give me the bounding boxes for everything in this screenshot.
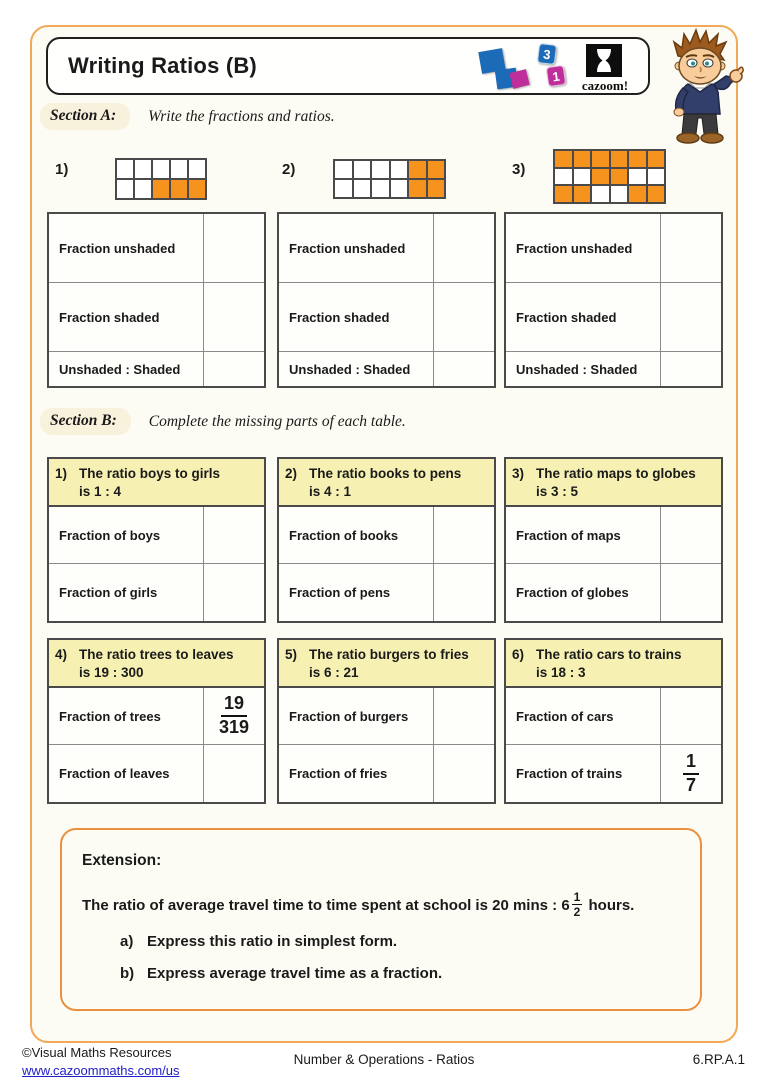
table-number: 3)	[512, 466, 525, 481]
table-row	[506, 688, 721, 745]
table-row	[49, 564, 264, 621]
ratio-statement-line2: is 4 : 1	[309, 483, 352, 499]
answer-cell-empty	[433, 283, 494, 351]
grid-cell-unshaded	[334, 160, 353, 179]
table-header	[279, 459, 494, 507]
table-row	[506, 352, 721, 386]
grid-cell-unshaded	[390, 179, 409, 198]
hourglass-icon	[586, 44, 622, 77]
row-label: Unshaded : Shaded	[516, 361, 638, 377]
shaded-grid-3	[553, 149, 666, 204]
grid-cell-unshaded	[628, 168, 647, 186]
row-label: Fraction of maps	[516, 527, 621, 543]
title-box	[46, 37, 650, 95]
grid-cell-unshaded	[170, 159, 188, 179]
fraction-denominator: 319	[218, 717, 250, 738]
ratio-statement-line1: The ratio books to pens	[309, 466, 462, 481]
row-label: Fraction unshaded	[516, 240, 633, 256]
section-a-table-2	[277, 212, 496, 388]
section-b-table-5	[277, 638, 496, 804]
table-header-text	[309, 646, 469, 681]
answer-cell-empty	[203, 214, 264, 282]
row-label: Fraction of fries	[289, 766, 388, 782]
problem-number: 3)	[512, 161, 526, 178]
section-a-table-3	[504, 212, 723, 388]
grid-cell-shaded	[408, 160, 427, 179]
extension-box	[60, 828, 702, 1011]
table-header	[49, 640, 264, 688]
answer-cell-empty	[660, 283, 721, 351]
logo-number-1-tile-icon: 1	[546, 65, 567, 87]
section-a-label: Section A:	[40, 103, 130, 130]
answer-cell-empty	[433, 352, 494, 386]
answer-cell-empty	[660, 214, 721, 282]
grid-cell-unshaded	[647, 168, 666, 186]
table-header	[506, 640, 721, 688]
ratio-statement-line2: is 6 : 21	[309, 664, 359, 680]
mixed-number-fraction: $\frac{1}{2}$	[573, 890, 581, 920]
row-label: Fraction of globes	[516, 585, 629, 601]
table-row	[279, 688, 494, 745]
fraction-numerator: 1	[683, 752, 699, 775]
grid-cell-unshaded	[390, 160, 409, 179]
section-b-table-3	[504, 457, 723, 623]
grid-cell-shaded	[591, 150, 610, 168]
table-row	[506, 507, 721, 564]
grid-cell-unshaded	[116, 179, 134, 199]
grid-cell-unshaded	[610, 185, 629, 203]
ratio-statement-line1: The ratio trees to leaves	[79, 647, 234, 662]
grid-cell-unshaded	[591, 185, 610, 203]
page-title: Writing Ratios (B)	[68, 53, 257, 78]
table-row	[506, 745, 721, 802]
fraction-answer	[683, 752, 699, 796]
grid-cell-unshaded	[116, 159, 134, 179]
fraction-denominator: 7	[685, 774, 696, 795]
shaded-grid-1	[115, 158, 207, 200]
ratio-statement-line1: The ratio boys to girls	[79, 466, 221, 481]
problem-number: 2)	[282, 161, 296, 178]
table-header-text	[309, 465, 461, 500]
grid-cell-shaded	[591, 168, 610, 186]
table-row	[279, 214, 494, 283]
cazoom-website-link[interactable]: www.cazoommaths.com/us	[22, 1062, 180, 1078]
table-number: 4)	[55, 647, 68, 662]
table-row	[49, 507, 264, 564]
problem-number: 1)	[55, 161, 69, 178]
grid-cell-unshaded	[134, 179, 152, 199]
standard-code: 6.RP.A.1	[692, 1052, 745, 1067]
footer-topic: Number & Operations - Ratios	[293, 1052, 475, 1067]
answer-cell-empty	[660, 688, 721, 744]
row-label: Fraction of leaves	[59, 766, 170, 782]
grid-cell-shaded	[628, 185, 647, 203]
row-label: Fraction of trains	[516, 766, 623, 782]
table-header	[49, 459, 264, 507]
table-number: 2)	[285, 466, 298, 481]
extension-sentence-prefix: The ratio of average travel time to time spent at school is 20 mins :	[82, 897, 562, 915]
grid-cell-unshaded	[371, 179, 390, 198]
grid-cell-unshaded	[152, 159, 170, 179]
answer-cell-empty	[203, 507, 264, 563]
row-label: Unshaded : Shaded	[59, 361, 181, 377]
section-b-table-4	[47, 638, 266, 804]
fraction-answer	[219, 694, 249, 738]
row-label: Fraction of girls	[59, 585, 158, 601]
row-label: Fraction of boys	[59, 527, 161, 543]
logo-number-3-tile-icon: 3	[537, 43, 557, 65]
logo-pink-tile-icon	[509, 69, 529, 89]
copyright-text: ©Visual Maths Resources	[22, 1045, 172, 1060]
table-row	[279, 745, 494, 802]
grid-cell-shaded	[170, 179, 188, 199]
logo-wordmark: cazoom!	[581, 78, 629, 93]
grid-cell-shaded	[573, 150, 592, 168]
fraction-numerator: 19	[221, 694, 247, 717]
table-row	[49, 745, 264, 802]
table-row	[506, 283, 721, 352]
extension-item-b: b) Express average travel time as a fraction.	[120, 965, 443, 982]
table-row	[279, 352, 494, 386]
table-number: 6)	[512, 647, 525, 662]
row-label: Fraction of books	[289, 527, 399, 543]
ratio-statement-line2: is 1 : 4	[79, 483, 122, 499]
grid-cell-shaded	[647, 185, 666, 203]
ratio-statement-line1: The ratio cars to trains	[536, 647, 682, 662]
answer-cell-empty	[203, 352, 264, 386]
grid-cell-shaded	[647, 150, 666, 168]
row-label: Fraction shaded	[289, 309, 390, 325]
row-label: Fraction of pens	[289, 585, 391, 601]
answer-cell-empty	[433, 507, 494, 563]
grid-cell-shaded	[610, 168, 629, 186]
grid-cell-shaded	[152, 179, 170, 199]
section-b-table-2	[277, 457, 496, 623]
shaded-grid-2	[333, 159, 446, 199]
row-label: Fraction of trees	[59, 708, 161, 724]
table-header-text	[536, 646, 682, 681]
ratio-statement-line2: is 3 : 5	[536, 483, 579, 499]
grid-cell-shaded	[427, 179, 446, 198]
section-b-table-6	[504, 638, 723, 804]
table-header	[279, 640, 494, 688]
grid-cell-shaded	[554, 150, 573, 168]
extension-sentence	[82, 892, 634, 920]
mixed-number-whole: 6	[561, 897, 570, 915]
table-header-text	[79, 465, 220, 500]
extension-label: Extension:	[82, 852, 162, 869]
table-row	[279, 564, 494, 621]
grid-cell-unshaded	[188, 159, 206, 179]
answer-cell-empty	[433, 688, 494, 744]
grid-cell-unshaded	[353, 179, 372, 198]
answer-cell-empty	[433, 214, 494, 282]
grid-cell-unshaded	[573, 168, 592, 186]
row-label: Fraction of burgers	[289, 708, 409, 724]
table-number: 1)	[55, 466, 68, 481]
table-header-text	[79, 646, 234, 681]
grid-cell-shaded	[427, 160, 446, 179]
row-label: Fraction unshaded	[289, 240, 406, 256]
table-row	[49, 688, 264, 745]
grid-cell-shaded	[554, 185, 573, 203]
row-label: Unshaded : Shaded	[289, 361, 411, 377]
table-header	[506, 459, 721, 507]
grid-cell-unshaded	[371, 160, 390, 179]
grid-cell-shaded	[628, 150, 647, 168]
section-b-label: Section B:	[40, 408, 131, 435]
table-row	[279, 283, 494, 352]
row-label: Fraction unshaded	[59, 240, 176, 256]
section-a-instruction: Write the fractions and ratios.	[148, 107, 335, 125]
answer-cell-filled	[660, 745, 721, 802]
grid-cell-unshaded	[134, 159, 152, 179]
extension-sentence-suffix: hours.	[588, 897, 635, 915]
section-a-table-1	[47, 212, 266, 388]
grid-cell-shaded	[408, 179, 427, 198]
cazoom-logo	[478, 42, 646, 92]
row-label: Fraction shaded	[59, 309, 160, 325]
student-character-illustration	[648, 26, 758, 146]
grid-cell-unshaded	[554, 168, 573, 186]
answer-cell-empty	[660, 352, 721, 386]
section-b-table-1	[47, 457, 266, 623]
row-label: Fraction shaded	[516, 309, 617, 325]
answer-cell-empty	[433, 745, 494, 802]
table-row	[279, 507, 494, 564]
ratio-statement-line1: The ratio maps to globes	[536, 466, 696, 481]
grid-cell-shaded	[610, 150, 629, 168]
grid-cell-unshaded	[353, 160, 372, 179]
answer-cell-empty	[660, 507, 721, 563]
table-row	[506, 214, 721, 283]
ratio-statement-line1: The ratio burgers to fries	[309, 647, 469, 662]
answer-cell-empty	[203, 283, 264, 351]
table-header-text	[536, 465, 696, 500]
table-row	[49, 352, 264, 386]
grid-cell-shaded	[188, 179, 206, 199]
table-row	[506, 564, 721, 621]
table-number: 5)	[285, 647, 298, 662]
table-row	[49, 283, 264, 352]
answer-cell-empty	[203, 564, 264, 621]
answer-cell-empty	[433, 564, 494, 621]
ratio-statement-line2: is 19 : 300	[79, 664, 144, 680]
extension-item-a: a) Express this ratio in simplest form.	[120, 933, 398, 950]
grid-cell-shaded	[573, 185, 592, 203]
ratio-statement-line2: is 18 : 3	[536, 664, 586, 680]
answer-cell-filled	[203, 688, 264, 744]
row-label: Fraction of cars	[516, 708, 614, 724]
answer-cell-empty	[660, 564, 721, 621]
answer-cell-empty	[203, 745, 264, 802]
grid-cell-unshaded	[334, 179, 353, 198]
section-b-instruction: Complete the missing parts of each table.	[148, 412, 406, 430]
table-row	[49, 214, 264, 283]
